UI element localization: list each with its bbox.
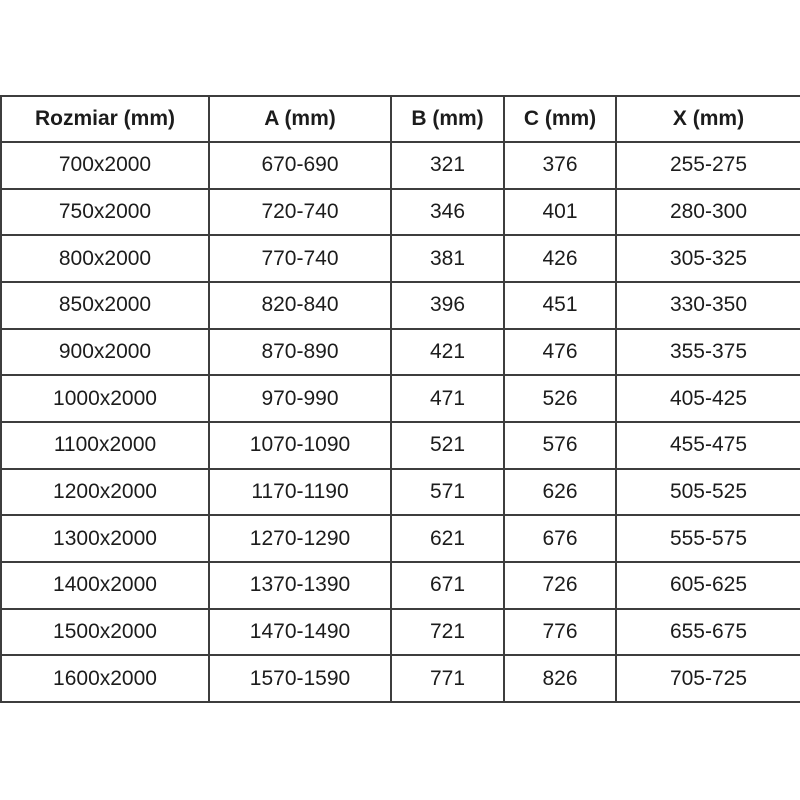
table-cell: 820-840: [209, 282, 391, 329]
table-cell: 1600x2000: [1, 655, 209, 702]
table-body: [1, 142, 800, 702]
size-table-container: [0, 95, 800, 703]
table-cell: 671: [391, 562, 504, 609]
table-cell: 1500x2000: [1, 609, 209, 656]
table-cell: 676: [504, 515, 616, 562]
table-row: [1, 562, 800, 609]
table-cell: 346: [391, 189, 504, 236]
table-cell: 1370-1390: [209, 562, 391, 609]
table-cell: 401: [504, 189, 616, 236]
table-cell: 381: [391, 235, 504, 282]
table-cell: 771: [391, 655, 504, 702]
table-cell: 471: [391, 375, 504, 422]
column-header: Rozmiar (mm): [1, 96, 209, 142]
table-cell: 1400x2000: [1, 562, 209, 609]
table-row: [1, 609, 800, 656]
table-cell: 330-350: [616, 282, 800, 329]
table-cell: 476: [504, 329, 616, 376]
table-cell: 571: [391, 469, 504, 516]
table-cell: 900x2000: [1, 329, 209, 376]
table-cell: 526: [504, 375, 616, 422]
column-header: X (mm): [616, 96, 800, 142]
table-cell: 1170-1190: [209, 469, 391, 516]
column-header: A (mm): [209, 96, 391, 142]
table-cell: 1200x2000: [1, 469, 209, 516]
table-cell: 555-575: [616, 515, 800, 562]
table-cell: 1100x2000: [1, 422, 209, 469]
table-cell: 850x2000: [1, 282, 209, 329]
table-cell: 505-525: [616, 469, 800, 516]
header-row: [1, 96, 800, 142]
table-cell: 705-725: [616, 655, 800, 702]
table-cell: 826: [504, 655, 616, 702]
table-row: [1, 329, 800, 376]
table-cell: 670-690: [209, 142, 391, 189]
table-cell: 1070-1090: [209, 422, 391, 469]
table-row: [1, 189, 800, 236]
table-cell: 405-425: [616, 375, 800, 422]
table-row: [1, 515, 800, 562]
table-cell: 700x2000: [1, 142, 209, 189]
table-cell: 355-375: [616, 329, 800, 376]
table-row: [1, 655, 800, 702]
table-cell: 521: [391, 422, 504, 469]
table-cell: 396: [391, 282, 504, 329]
table-cell: 721: [391, 609, 504, 656]
table-cell: 1570-1590: [209, 655, 391, 702]
table-row: [1, 282, 800, 329]
table-cell: 255-275: [616, 142, 800, 189]
table-cell: 626: [504, 469, 616, 516]
table-row: [1, 235, 800, 282]
table-row: [1, 469, 800, 516]
table-cell: 1270-1290: [209, 515, 391, 562]
table-cell: 720-740: [209, 189, 391, 236]
table-cell: 655-675: [616, 609, 800, 656]
table-cell: 305-325: [616, 235, 800, 282]
size-table: [0, 95, 800, 703]
column-header: B (mm): [391, 96, 504, 142]
table-cell: 770-740: [209, 235, 391, 282]
table-cell: 970-990: [209, 375, 391, 422]
table-cell: 421: [391, 329, 504, 376]
table-cell: 1470-1490: [209, 609, 391, 656]
table-cell: 726: [504, 562, 616, 609]
table-cell: 1300x2000: [1, 515, 209, 562]
table-row: [1, 375, 800, 422]
table-cell: 376: [504, 142, 616, 189]
table-row: [1, 422, 800, 469]
table-cell: 870-890: [209, 329, 391, 376]
table-cell: 451: [504, 282, 616, 329]
table-cell: 576: [504, 422, 616, 469]
table-cell: 776: [504, 609, 616, 656]
table-cell: 455-475: [616, 422, 800, 469]
table-cell: 800x2000: [1, 235, 209, 282]
table-cell: 321: [391, 142, 504, 189]
table-cell: 1000x2000: [1, 375, 209, 422]
table-cell: 621: [391, 515, 504, 562]
table-cell: 750x2000: [1, 189, 209, 236]
table-cell: 280-300: [616, 189, 800, 236]
table-cell: 426: [504, 235, 616, 282]
table-row: [1, 142, 800, 189]
table-cell: 605-625: [616, 562, 800, 609]
column-header: C (mm): [504, 96, 616, 142]
